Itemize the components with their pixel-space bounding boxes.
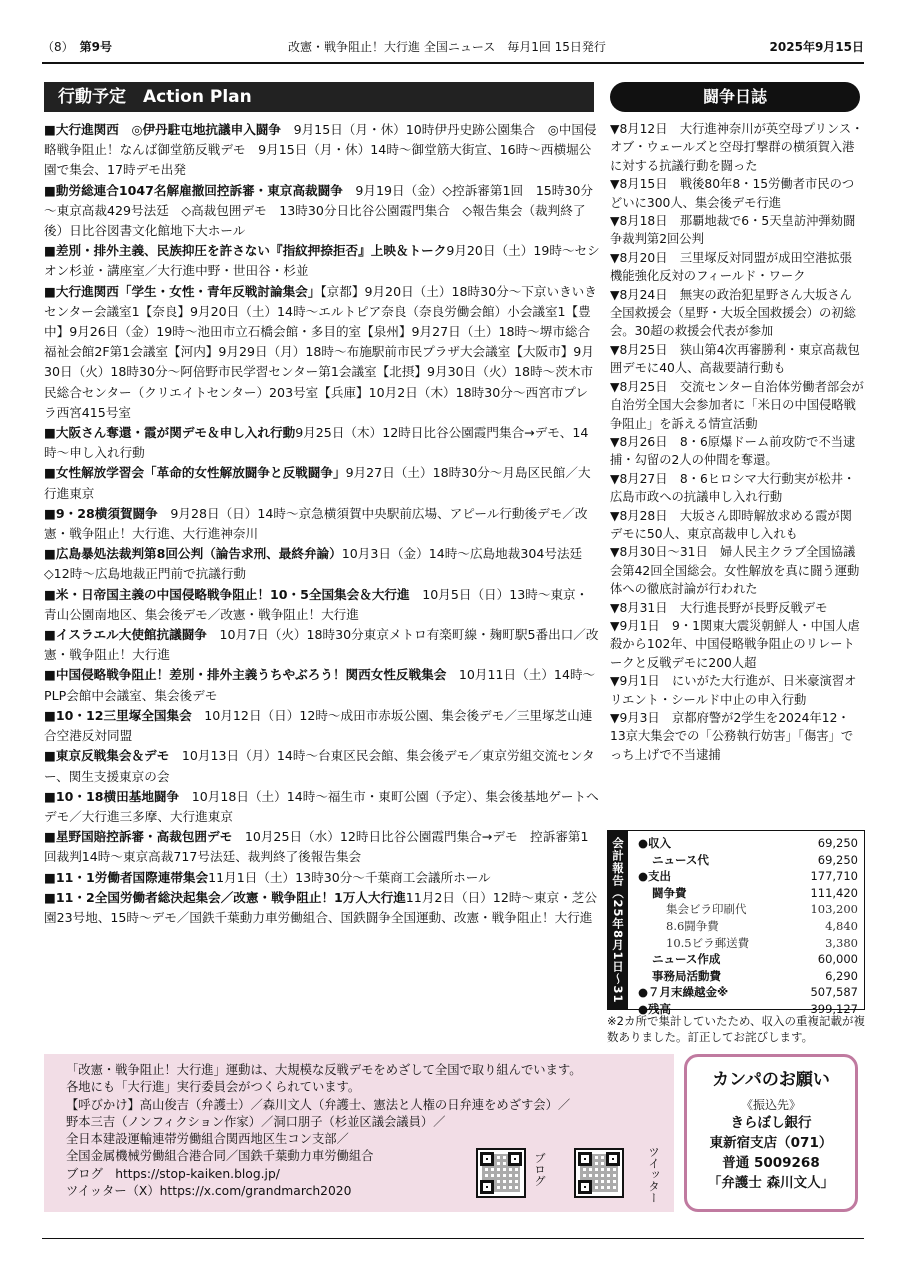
action-item-detail: 10月11日（土）14時～PLP会館中会議室、集会後デモ	[44, 667, 596, 703]
report-amount: 399,127	[810, 1001, 858, 1016]
page-number: （8） 第9号	[42, 40, 113, 54]
action-item-heading: ■動労総連合1047名解雇撤回控訴審・東京高裁闘争	[44, 182, 343, 198]
about-line: 野本三吉（ノンフィクション作家）／洞口朋子（杉並区議会議員）／	[66, 1114, 446, 1129]
report-amount: 69,250	[817, 852, 858, 867]
donation-title: カンパのお願い	[712, 1070, 830, 1090]
report-amount: 111,420	[810, 885, 858, 900]
diary-entry: ▼8月31日 大行進長野が長野反戦デモ	[610, 600, 828, 615]
report-item: ニュース代	[652, 852, 709, 867]
action-item-detail: 9月27日（土）18時30分～月島区民館／大行進東京	[44, 465, 591, 501]
action-item-heading: ■中国侵略戦争阻止！差別・排外主義うちやぶろう！関西女性反戦集会	[44, 667, 447, 683]
report-title: 会計報告（25年8月1日～31日）	[608, 831, 628, 1009]
page-header	[42, 38, 864, 58]
report-row	[638, 852, 858, 869]
about-line: 「改憲・戦争阻止！大行進」運動は、大規模な反戦デモをめざして全国で取り組んでいます。	[66, 1063, 582, 1077]
report-row	[638, 918, 858, 935]
report-amount: 60,000	[817, 952, 858, 967]
action-item-heading: ■大行進関西「学生・女性・青年反戦討論集会」	[44, 283, 321, 299]
account-number: 普通 5009268	[722, 1155, 820, 1171]
action-item	[44, 423, 600, 463]
report-amount: 4,840	[825, 918, 858, 933]
action-item-detail: 10月12日（日）12時～成田市赤坂公園、集会後デモ／三里塚芝山連合空港反対同盟	[44, 707, 593, 744]
donation-box	[684, 1054, 858, 1212]
report-row	[638, 835, 858, 852]
action-item-heading: ■差別・排外主義、民族抑圧を許さない『指紋押捺拒否』上映＆トーク	[44, 243, 447, 259]
diary-entry: ▼8月24日 無実の政治犯星野さん大坂さん全国救援会（星野・大坂全国救援会）の初総会。30超の救援会代表が参加	[610, 287, 856, 339]
footer-rule	[42, 1238, 864, 1239]
diary-entry: ▼9月3日 京都府警が2学生を2024年12・13京大集会での「公務執行妨害」「傷害」でっち上げで不当逮捕	[610, 711, 854, 762]
diary-entry: ▼8月25日 狭山第4次再審勝利・東京高裁包囲デモに40人、高裁要請行動も	[610, 342, 860, 376]
report-rows	[628, 831, 864, 1016]
report-item: ●支出	[638, 869, 672, 884]
report-item: 10.5ビラ郵送費	[666, 935, 750, 950]
diary-entry: ▼8月15日 戦後80年8・15労働者市民のつどいに300人、集会後デモ行進	[610, 177, 855, 210]
action-item-detail: 10月3日（金）14時～広島地裁304号法廷 ◇12時～広島地裁正門前で抗議行動	[44, 546, 595, 582]
diary-entry: ▼8月20日 三里塚反対同盟が成田空港拡張機能強化反対のフィールド・ワーク	[610, 250, 852, 284]
diary-list	[610, 120, 864, 764]
report-item: 8.6闘争費	[666, 918, 719, 933]
diary-entry: ▼8月26日 8・6原爆ドーム前攻防で不当逮捕・勾留の2人の仲間を奪還。	[610, 434, 856, 468]
action-item-detail: 11月2日（日）12時～東京・芝公園23号地、15時～デモ／国鉄千葉動力車労働組合、国鉄闘争全国運動、改憲・戦争阻止！大行進	[44, 889, 597, 925]
twitter-label: ツイッター	[647, 1146, 661, 1204]
action-item-detail: 9月19日（金）◇控訴審第1回 15時30分～東京高裁429号法廷 ◇高裁包囲デモ 13時30分日比谷公園霞門集合 ◇報告集会（裁判終了後）日比谷図書文化館地下大ホール	[44, 182, 593, 239]
bank-name: きらぼし銀行	[730, 1115, 812, 1131]
diary-entry: ▼9月1日 にいがた大行進が、日米豪演習オリエント・シールド中止の申入行動	[610, 674, 857, 707]
action-plan-list	[44, 120, 600, 928]
header-rule	[42, 62, 864, 64]
action-item-detail: 9月15日（月・休）10時伊丹史跡公園集合 ◎中国侵略戦争阻止！なんば御堂筋反戦デモ 9月15日（月・休）14時～御堂筋大街宣、16時～西横堀公園で集会、17時デモ出発	[44, 122, 597, 178]
blog-label: ブログ	[533, 1152, 547, 1187]
about-line: 全日本建設運輸連帯労働組合関西地区生コン支部／	[66, 1132, 349, 1147]
action-item-detail: 9月28日（日）14時～京急横須賀中央駅前広場、アピール行動後デモ／改憲・戦争阻止！大行進、大行進神奈川	[44, 505, 588, 542]
report-amount: 507,587	[810, 985, 858, 1000]
diary-title: 闘争日誌	[610, 82, 860, 112]
action-item	[44, 241, 600, 281]
action-item-detail: 【京都】9月20日（土）18時30分～下京いきいきセンター会議室1【奈良】9月20日（土）14時～エルトピア奈良（奈良労働会館）小会議室1【豊中】9月26日（金）19時～池田市立石橋会館・多目的室【泉州】9月27日（土）18時～堺市総合福祉会館2F第1会議室【河内】9月29日（月）18時～布施駅前市民プラザ大会議室【大阪市】9月30日（火）18時30分～阿倍野市民学習センター第1会議室【北摂】9月30日（火）18時～茨木市民総合センター（クリエイトセンター）203号室【兵庫】10月2日（木）18時30分～西宮市プレラ西宮415号室	[44, 283, 597, 420]
publication-title: 改憲・戦争阻止！大行進 全国ニュース 毎月1回 15日発行	[288, 40, 606, 54]
action-item	[44, 827, 600, 867]
action-item-detail: 10月18日（土）14時～福生市・東町公園（予定）、集会後基地ゲートへデモ／大行進三多摩、大行進東京	[44, 788, 599, 824]
action-item	[44, 282, 600, 423]
diary-entry: ▼8月12日 大行進神奈川が英空母プリンス・オブ・ウェールズと空母打撃群の横須賀入港に対する抗議行動を闘った	[610, 122, 864, 173]
action-item-heading: ■広島暴処法裁判第8回公判（論告求刑、最終弁論）	[44, 546, 342, 562]
report-amount: 3,380	[825, 935, 858, 950]
action-item-heading: ■9・28横須賀闘争	[44, 505, 158, 521]
report-row	[638, 935, 858, 952]
action-item	[44, 544, 600, 584]
action-item	[44, 504, 600, 544]
diary-entry: ▼8月30日～31日 婦人民主クラブ全国協議会第42回全国総会。女性解放を真に闘う運動体への徹底討論が行われた	[610, 545, 860, 597]
action-plan-title: 行動予定 Action Plan	[44, 82, 594, 112]
action-item-heading: ■女性解放学習会「革命的女性解放闘争と反戦闘争」	[44, 465, 346, 481]
report-row	[638, 901, 858, 918]
diary-entry: ▼8月28日 大坂さん即時解放求める霞が関デモに50人、東京高裁申し入れも	[610, 508, 852, 541]
action-item-heading: ■大阪さん奪還・霞が関デモ＆申し入れ行動	[44, 425, 296, 441]
about-box	[44, 1054, 674, 1212]
report-note: ※2カ所で集計していたため、収入の重複記載が複数ありました。訂正してお詫びします。	[607, 1014, 865, 1044]
action-item	[44, 787, 600, 827]
about-link[interactable]: ブログ https://stop-kaiken.blog.jp/	[66, 1166, 280, 1181]
action-item-detail: 10月13日（月）14時～台東区民会館、集会後デモ／東京労組交流センター、関生支援東京の会	[44, 748, 595, 784]
action-item-heading: ■イスラエル大使館抗議闘争	[44, 627, 207, 643]
action-item-heading: ■大行進関西 ◎伊丹駐屯地抗議申入闘争	[44, 122, 281, 137]
action-item	[44, 746, 600, 786]
about-line: 全国金属機械労働組合港合同／国鉄千葉動力車労働組合	[66, 1149, 374, 1164]
action-item-heading: ■11・1労働者国際連帯集会	[44, 869, 209, 885]
report-row	[638, 885, 858, 902]
issue-date: 2025年9月15日	[769, 40, 864, 54]
action-item	[44, 706, 600, 746]
donation-subtitle: 《振込先》	[740, 1098, 801, 1112]
diary-entry: ▼8月25日 交流センター自治体労働者部会が自治労全国大会参加者に「米日の中国侵略戦争阻止」を訴える情宣活動	[610, 379, 864, 431]
diary-entry: ▼8月18日 那覇地裁で6・5天皇訪沖弾劾闘争裁判第2回公判	[610, 214, 856, 247]
report-amount: 103,200	[810, 902, 858, 917]
report-row	[638, 984, 858, 1001]
accounting-report	[591, 830, 865, 1016]
action-item	[44, 120, 600, 181]
twitter-qr-code[interactable]	[574, 1148, 624, 1198]
about-line: 【呼びかけ】高山俊吉（弁護士）／森川文人（弁護士、憲法と人権の日弁連をめざす会）／	[66, 1097, 571, 1112]
diary-entry: ▼8月27日 8・6ヒロシマ大行動実が松井・広島市政への抗議申し入れ行動	[610, 471, 856, 505]
action-item-detail: 9月25日（木）12時日比谷公園霞門集合→デモ、14時～申し入れ行動	[44, 425, 589, 461]
action-item	[44, 625, 600, 665]
account-holder: 「弁護士 森川文人」	[707, 1175, 835, 1191]
action-item-detail: 10月25日（水）12時日比谷公園霞門集合→デモ 控訴審第1回裁判14時～東京高裁717号法廷、裁判終了後報告集会	[44, 829, 589, 865]
action-item-heading: ■10・12三里塚全国集会	[44, 707, 192, 723]
action-item	[44, 868, 600, 888]
report-item: ニュース作成	[652, 952, 721, 967]
about-link[interactable]: ツイッター（X）https://x.com/grandmarch2020	[66, 1184, 352, 1199]
action-item-detail: 11月1日（土）13時30分～千葉商工会議所ホール	[208, 869, 491, 885]
action-item-heading: ■星野国賠控訴審・高裁包囲デモ	[44, 829, 233, 845]
report-amount: 6,290	[825, 968, 858, 983]
report-amount: 69,250	[817, 836, 858, 850]
diary-entry: ▼9月1日 9・1関東大震災朝鮮人・中国人虐殺から102年、中国侵略戦争阻止のリレートークと反戦デモに200人超	[610, 618, 860, 670]
report-item: 集会ビラ印刷代	[666, 902, 747, 917]
report-item: ●７月末繰越金※	[638, 985, 729, 1000]
report-item: 闘争費	[652, 885, 687, 900]
action-item-heading: ■米・日帝国主義の中国侵略戦争阻止！10・5全国集会＆大行進	[44, 586, 410, 602]
report-row	[638, 968, 858, 985]
bank-branch: 東新宿支店（071）	[709, 1135, 833, 1151]
report-amount: 177,710	[810, 869, 858, 884]
action-item-detail: 10月7日（火）18時30分東京メトロ有楽町線・麹町駅5番出口／改憲・戦争阻止！大行進	[44, 627, 599, 663]
action-item	[44, 585, 600, 625]
report-item: ●収入	[638, 836, 672, 850]
report-row	[638, 951, 858, 968]
action-item-heading: ■10・18横田基地闘争	[44, 788, 180, 804]
action-item	[44, 463, 600, 503]
action-item	[44, 181, 600, 242]
action-item	[44, 665, 600, 705]
about-line: 各地にも「大行進」実行委員会がつくられています。	[66, 1080, 361, 1095]
action-item-heading: ■11・2全国労働者総決起集会／改憲・戦争阻止！1万人大行進	[44, 889, 406, 905]
action-item-detail: 10月5日（日）13時～東京・青山公園南地区、集会後デモ／改憲・戦争阻止！大行進	[44, 586, 589, 622]
action-item-heading: ■東京反戦集会＆デモ	[44, 748, 170, 764]
report-row	[638, 868, 858, 885]
report-item: 事務局活動費	[652, 968, 721, 983]
action-item	[44, 888, 600, 928]
action-item-detail: 9月20日（土）19時～セシオン杉並・講座室／大行進中野・世田谷・杉並	[44, 243, 600, 279]
report-item: ●残高	[638, 1001, 672, 1016]
blog-qr-code[interactable]	[476, 1148, 526, 1198]
